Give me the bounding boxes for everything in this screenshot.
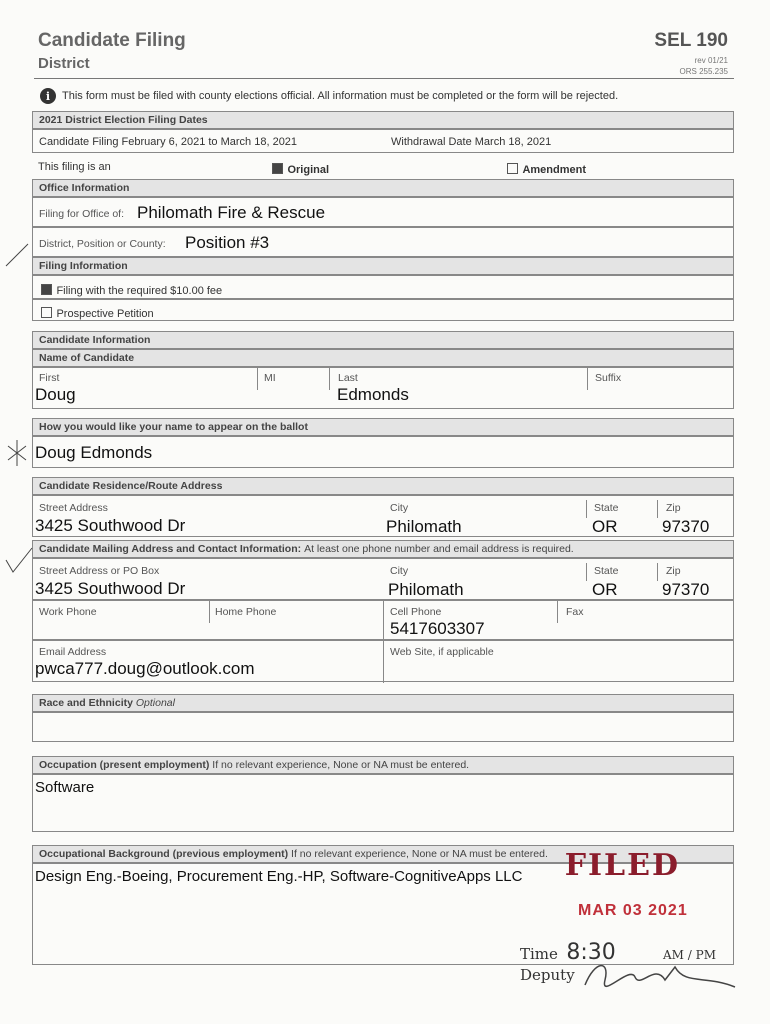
candidate-section: Candidate Information bbox=[32, 331, 734, 349]
phone-divider bbox=[209, 601, 210, 623]
original-checkbox-group[interactable] bbox=[272, 160, 329, 178]
filed-stamp: FILED bbox=[564, 848, 680, 883]
street-value[interactable]: 3425 Southwood Dr bbox=[35, 516, 186, 535]
city-label: City bbox=[390, 502, 409, 514]
asterisk-mark-icon bbox=[4, 436, 30, 470]
first-name-value[interactable]: Doug bbox=[35, 385, 76, 404]
race-section bbox=[32, 694, 734, 712]
zip-label: Zip bbox=[666, 502, 681, 514]
filed-date: MAR 03 2021 bbox=[578, 902, 688, 919]
address-divider bbox=[657, 563, 658, 581]
fee-checkbox-group[interactable] bbox=[41, 281, 222, 299]
name-divider bbox=[257, 368, 258, 390]
form-subtitle: District bbox=[38, 55, 90, 72]
address-divider bbox=[657, 500, 658, 518]
name-divider bbox=[329, 368, 330, 390]
occupation-note: If no relevant experience, None or NA must be entered. bbox=[212, 759, 470, 771]
phone-row bbox=[32, 600, 734, 640]
mailing-section-note: At least one phone number and email address is required. bbox=[304, 543, 574, 555]
cell-phone-value[interactable]: 5417603307 bbox=[390, 619, 485, 638]
mail-zip-label: Zip bbox=[666, 565, 681, 577]
address-divider bbox=[586, 563, 587, 581]
first-name-label: First bbox=[39, 372, 60, 384]
occupation-section bbox=[32, 756, 734, 774]
form-code: SEL 190 bbox=[654, 30, 728, 51]
mail-city-label: City bbox=[390, 565, 409, 577]
state-value[interactable]: OR bbox=[592, 517, 618, 536]
work-phone-label: Work Phone bbox=[39, 606, 97, 618]
ballot-name-value[interactable]: Doug Edmonds bbox=[35, 443, 153, 462]
ors-ref: ORS 255.235 bbox=[679, 67, 728, 76]
last-name-label: Last bbox=[338, 372, 358, 384]
address-divider bbox=[586, 500, 587, 518]
margin-check-icon bbox=[4, 236, 34, 272]
filing-type-row bbox=[32, 153, 734, 177]
withdrawal-date: Withdrawal Date March 18, 2021 bbox=[391, 136, 552, 148]
header-rule bbox=[34, 78, 734, 79]
email-label: Email Address bbox=[39, 646, 107, 658]
petition-checkbox-group[interactable] bbox=[41, 304, 154, 322]
deputy-label: Deputy bbox=[520, 966, 575, 984]
race-title: Race and Ethnicity bbox=[39, 697, 133, 709]
office-section: Office Information bbox=[32, 179, 734, 197]
occupation-value[interactable]: Software bbox=[35, 779, 95, 796]
office-row[interactable] bbox=[32, 197, 734, 227]
background-note: If no relevant experience, None or NA must be entered. bbox=[291, 848, 548, 860]
form-title: Candidate Filing bbox=[38, 30, 186, 51]
office-label: Filing for Office of: bbox=[39, 208, 125, 220]
ampm-label: AM / PM bbox=[663, 948, 716, 962]
margin-check-icon bbox=[4, 546, 34, 576]
name-section: Name of Candidate bbox=[32, 349, 734, 367]
mi-label: MI bbox=[264, 372, 276, 384]
time-value: 8:30 bbox=[566, 940, 616, 965]
mail-state-value[interactable]: OR bbox=[592, 580, 618, 599]
original-label: Original bbox=[287, 164, 330, 176]
district-row[interactable] bbox=[32, 227, 734, 257]
fee-row[interactable] bbox=[32, 275, 734, 299]
fee-checkbox[interactable] bbox=[41, 284, 52, 295]
petition-row[interactable] bbox=[32, 299, 734, 321]
name-divider bbox=[587, 368, 588, 390]
email-divider bbox=[383, 641, 384, 683]
election-dates-section: 2021 District Election Filing Dates bbox=[32, 111, 734, 129]
mail-state-label: State bbox=[594, 565, 619, 577]
mail-street-value[interactable]: 3425 Southwood Dr bbox=[35, 579, 186, 598]
petition-label: Prospective Petition bbox=[56, 308, 154, 320]
race-input[interactable] bbox=[32, 712, 734, 742]
info-icon: i bbox=[40, 88, 56, 104]
petition-checkbox[interactable] bbox=[41, 307, 52, 318]
deputy-signature-icon bbox=[575, 955, 745, 995]
filing-type-label: This filing is an bbox=[38, 161, 111, 173]
residence-section: Candidate Residence/Route Address bbox=[32, 477, 734, 495]
filing-dates: Candidate Filing February 6, 2021 to March 18, 2021 bbox=[39, 136, 298, 148]
occupation-input[interactable] bbox=[32, 774, 734, 832]
rev-date: rev 01/21 bbox=[694, 56, 728, 65]
filing-info-section: Filing Information bbox=[32, 257, 734, 275]
email-value[interactable]: pwca777.doug@outlook.com bbox=[35, 659, 255, 678]
mailing-section-title: Candidate Mailing Address and Contact Information: bbox=[39, 543, 302, 555]
home-phone-label: Home Phone bbox=[215, 606, 277, 618]
background-title: Occupational Background (previous employment) bbox=[39, 848, 289, 860]
cell-phone-label: Cell Phone bbox=[390, 606, 442, 618]
name-row bbox=[32, 367, 734, 409]
background-value[interactable]: Design Eng.-Boeing, Procurement Eng.-HP, Software-CognitiveApps LLC bbox=[35, 868, 523, 885]
ballot-name-row[interactable] bbox=[32, 436, 734, 468]
state-label: State bbox=[594, 502, 619, 514]
office-value[interactable]: Philomath Fire & Rescue bbox=[137, 203, 326, 222]
email-row bbox=[32, 640, 734, 682]
occupation-title: Occupation (present employment) bbox=[39, 759, 210, 771]
suffix-label: Suffix bbox=[595, 372, 622, 384]
fax-label: Fax bbox=[566, 606, 584, 618]
amendment-checkbox[interactable] bbox=[507, 163, 518, 174]
filing-dates-row bbox=[32, 129, 734, 153]
street-label: Street Address bbox=[39, 502, 108, 514]
mailing-row bbox=[32, 558, 734, 600]
fee-label: Filing with the required $10.00 fee bbox=[56, 285, 223, 297]
mail-city-value[interactable]: Philomath bbox=[388, 580, 464, 599]
district-label: District, Position or County: bbox=[39, 238, 166, 250]
zip-value[interactable]: 97370 bbox=[662, 517, 710, 536]
amendment-label: Amendment bbox=[522, 164, 587, 176]
notice-text: This form must be filed with county elections official. All information must be completed or the form will be rejected. bbox=[62, 90, 619, 102]
district-value[interactable]: Position #3 bbox=[185, 233, 270, 252]
website-label: Web Site, if applicable bbox=[390, 646, 494, 658]
stamp-deputy bbox=[520, 966, 575, 985]
mailing-section bbox=[32, 540, 734, 558]
residence-row bbox=[32, 495, 734, 537]
last-name-value[interactable]: Edmonds bbox=[337, 385, 409, 404]
city-value[interactable]: Philomath bbox=[386, 517, 462, 536]
phone-divider bbox=[557, 601, 558, 623]
notice bbox=[40, 88, 618, 104]
amendment-checkbox-group[interactable] bbox=[507, 160, 586, 178]
ballot-name-section: How you would like your name to appear on the ballot bbox=[32, 418, 734, 436]
race-optional: Optional bbox=[135, 697, 175, 709]
time-label: Time bbox=[520, 945, 558, 963]
mail-street-label: Street Address or PO Box bbox=[39, 565, 160, 577]
mail-zip-value[interactable]: 97370 bbox=[662, 580, 710, 599]
form-revision bbox=[680, 55, 728, 77]
original-checkbox[interactable] bbox=[272, 163, 283, 174]
phone-divider bbox=[383, 601, 384, 641]
